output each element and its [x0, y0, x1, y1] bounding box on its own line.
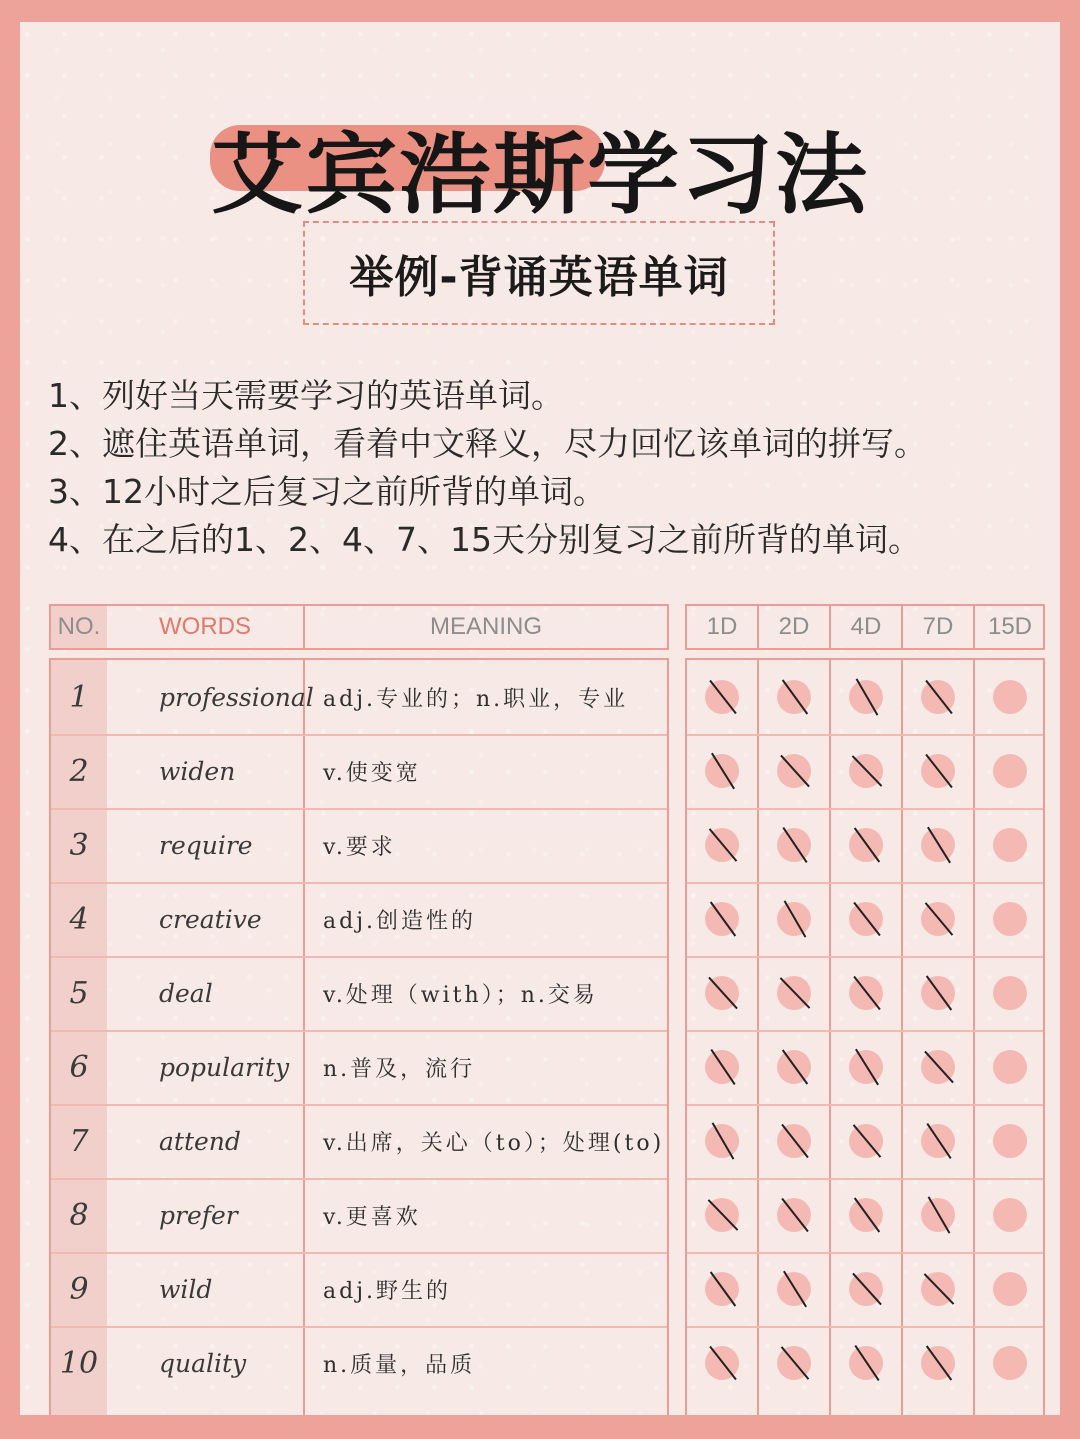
- subtitle: 举例-背诵英语单词: [349, 252, 729, 303]
- row-word: popularity: [159, 1052, 290, 1082]
- row-number: 2: [69, 753, 89, 789]
- steps-list: [48, 372, 1058, 564]
- row-number: 3: [69, 827, 89, 863]
- row-word: professional: [159, 682, 314, 712]
- step-4: 4、在之后的1、2、4、7、15天分别复习之前所背的单词。: [48, 520, 921, 559]
- row-meaning: adj.专业的；n.职业，专业: [323, 686, 629, 712]
- row-meaning: n.质量，品质: [323, 1352, 476, 1378]
- row-meaning: v.更喜欢: [323, 1204, 421, 1230]
- row-meaning: v.出席，关心（to）；处理(to): [323, 1130, 665, 1156]
- row-word: prefer: [159, 1200, 238, 1230]
- row-word: widen: [159, 756, 236, 786]
- table-row: [51, 1252, 667, 1326]
- row-meaning: v.要求: [323, 834, 396, 860]
- header-words: WORDS: [159, 613, 251, 640]
- row-meaning: v.使变宽: [323, 760, 421, 786]
- header-1d: 1D: [706, 613, 738, 640]
- row-number: 4: [69, 901, 89, 937]
- row-meaning: v.处理（with）；n.交易: [323, 982, 598, 1008]
- review-table-header: [685, 604, 1045, 650]
- step-2: 2、遮住英语单词，看着中文释义，尽力回忆该单词的拼写。: [48, 424, 927, 463]
- review-dot-15d[interactable]: [993, 902, 1027, 936]
- review-dot-15d[interactable]: [993, 680, 1027, 714]
- row-number: 8: [69, 1197, 89, 1233]
- step-1: 1、列好当天需要学习的英语单词。: [48, 376, 564, 415]
- row-word: wild: [159, 1274, 213, 1304]
- row-meaning: adj.创造性的: [323, 908, 477, 934]
- review-dot-15d[interactable]: [993, 976, 1027, 1010]
- header-no: NO.: [57, 613, 101, 640]
- review-dot-15d[interactable]: [993, 1124, 1027, 1158]
- header-15d: 15D: [987, 613, 1033, 640]
- review-dot-15d[interactable]: [993, 1272, 1027, 1306]
- row-word: creative: [159, 904, 262, 934]
- row-number: 7: [69, 1123, 89, 1159]
- subtitle-box: [303, 221, 775, 325]
- row-word: quality: [159, 1348, 247, 1378]
- review-dot-15d[interactable]: [993, 1198, 1027, 1232]
- row-word: deal: [159, 978, 213, 1008]
- header-4d: 4D: [850, 613, 882, 640]
- row-number: 5: [69, 975, 89, 1011]
- row-number: 1: [69, 679, 89, 715]
- table-row: [51, 660, 667, 734]
- header-2d: 2D: [778, 613, 810, 640]
- words-table-header: [49, 604, 669, 650]
- page-title: 艾宾浩斯学习法: [210, 124, 869, 226]
- table-row: [51, 1178, 667, 1252]
- review-dot-15d[interactable]: [993, 828, 1027, 862]
- table-row: [51, 734, 667, 808]
- words-table: [49, 658, 669, 1415]
- page: [20, 22, 1060, 1415]
- table-row: [51, 1326, 667, 1400]
- row-number: 6: [69, 1049, 89, 1085]
- row-number: 10: [59, 1345, 99, 1381]
- table-row: [51, 956, 667, 1030]
- table-row: [51, 1104, 667, 1178]
- row-meaning: n.普及，流行: [323, 1056, 476, 1082]
- row-word: attend: [159, 1126, 241, 1156]
- header-meaning: MEANING: [429, 613, 542, 640]
- table-row: [51, 1030, 667, 1104]
- step-3: 3、12小时之后复习之前所背的单词。: [48, 472, 606, 511]
- review-dot-15d[interactable]: [993, 1346, 1027, 1380]
- review-dot-15d[interactable]: [993, 1050, 1027, 1084]
- row-word: require: [159, 830, 253, 860]
- row-meaning: adj.野生的: [323, 1278, 452, 1304]
- header-7d: 7D: [922, 613, 954, 640]
- review-dot-15d[interactable]: [993, 754, 1027, 788]
- table-row: [51, 882, 667, 956]
- review-table: [685, 658, 1045, 1415]
- table-row: [51, 808, 667, 882]
- row-number: 9: [69, 1271, 89, 1307]
